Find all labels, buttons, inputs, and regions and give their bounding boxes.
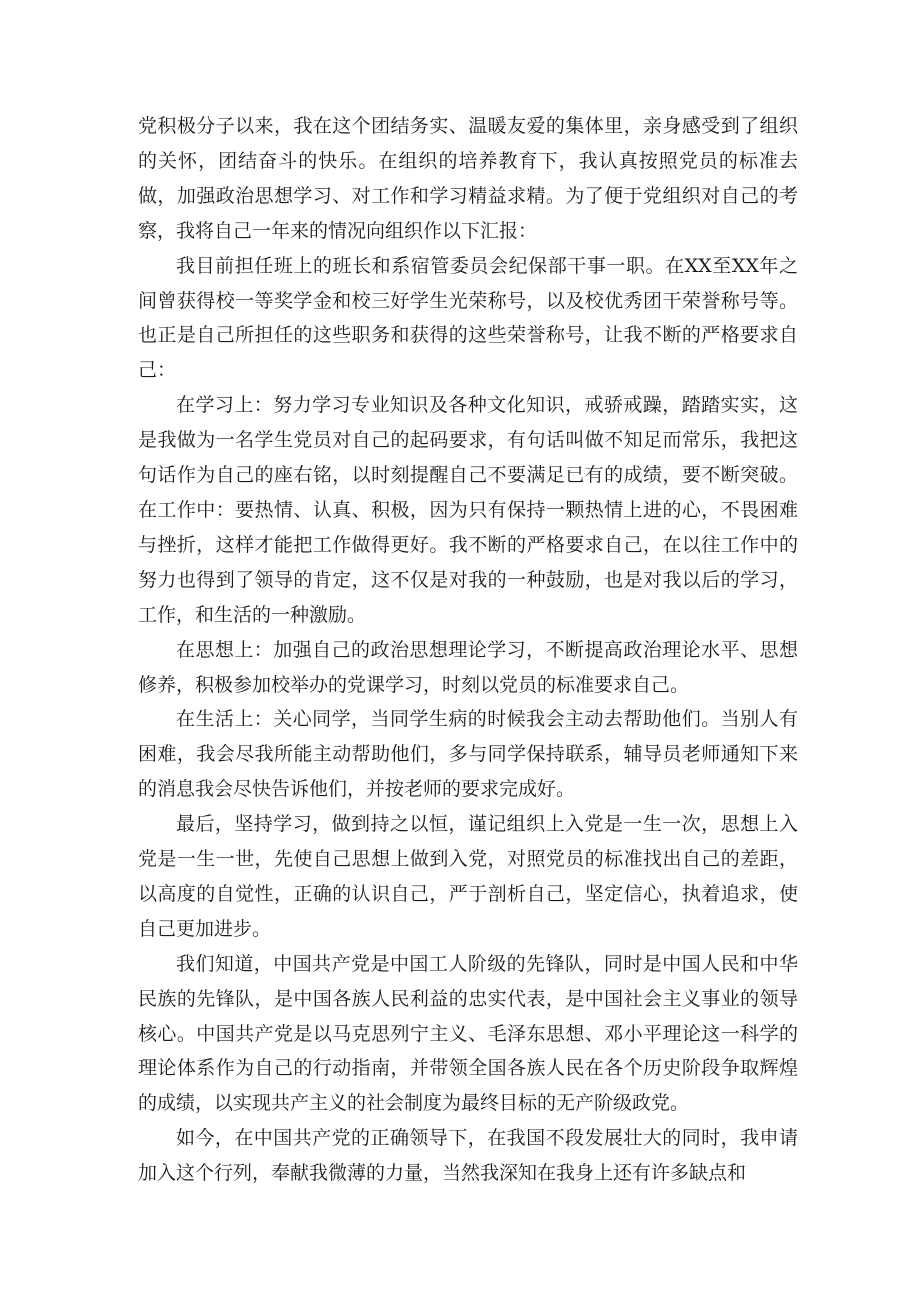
body-text xyxy=(138,109,798,1191)
paragraph-continued: 党积极分子以来，我在这个团结务实、温暖友爱的集体里，亲身感受到了组织的关怀，团结奋斗的快乐。在组织的培养教育下，我认真按照党员的标准去做，加强政治思想学习、对工作和学习精益求精。为了便于党组织对自己的考察，我将自己一年来的情况向组织作以下汇报： xyxy=(138,115,798,242)
paragraph-conclusion: 最后，坚持学习，做到持之以恒，谨记组织上入党是一生一次，思想上入党是一生一世，先使自己思想上做到入党，对照党员的标准找出自己的差距，以高度的自觉性，正确的认识自己，严于剖析自己，坚定信心，执着追求，使自己更加进步。 xyxy=(138,813,798,940)
paragraph-party-description: 我们知道，中国共产党是中国工人阶级的先锋队，同时是中国人民和中华民族的先锋队，是中国各族人民利益的忠实代表，是中国社会主义事业的领导核心。中国共产党是以马克思列宁主义、毛泽东思想、邓小平理论这一科学的理论体系作为自己的行动指南，并带领全国各族人民在各个历史阶段争取辉煌的成绩，以实现共产主义的社会制度为最终目标的无产阶级政党。 xyxy=(138,952,798,1115)
paragraph-application: 如今，在中国共产党的正确领导下，在我国不段发展壮大的同时，我申请加入这个行列，奉献我微薄的力量，当然我深知在我身上还有许多缺点和 xyxy=(138,1127,798,1185)
paragraph-thought: 在思想上：加强自己的政治思想理论学习，不断提高政治理论水平、思想修养，积极参加校举办的党课学习，时刻以党员的标准要求自己。 xyxy=(138,638,798,696)
paragraph-positions-honors: 我目前担任班上的班长和系宿管委员会纪保部干事一职。在XX至XX年之间曾获得校一等奖学金和校三好学生光荣称号，以及校优秀团干荣誉称号等。也正是自己所担任的这些职务和获得的这些荣誉称号，让我不断的严格要求自己： xyxy=(138,254,798,382)
paragraph-life: 在生活上：关心同学，当同学生病的时候我会主动去帮助他们。当别人有困难，我会尽我所能主动帮助他们，多与同学保持联系，辅导员老师通知下来的消息我会尽快告诉他们，并按老师的要求完成好。 xyxy=(138,708,798,801)
paragraph-study-work: 在学习上：努力学习专业知识及各种文化知识，戒骄戒躁，踏踏实实，这是我做为一名学生党员对自己的起码要求，有句话叫做不知足而常乐，我把这句话作为自己的座右铭，以时刻提醒自己不要满足已有的成绩，要不断突破。在工作中：要热情、认真、积极，因为只有保持一颗热情上进的心，不畏困难与挫折，这样才能把工作做得更好。我不断的严格要求自己，在以往工作中的努力也得到了领导的肯定，这不仅是对我的一种鼓励，也是对我以后的学习，工作，和生活的一种激励。 xyxy=(138,394,798,626)
